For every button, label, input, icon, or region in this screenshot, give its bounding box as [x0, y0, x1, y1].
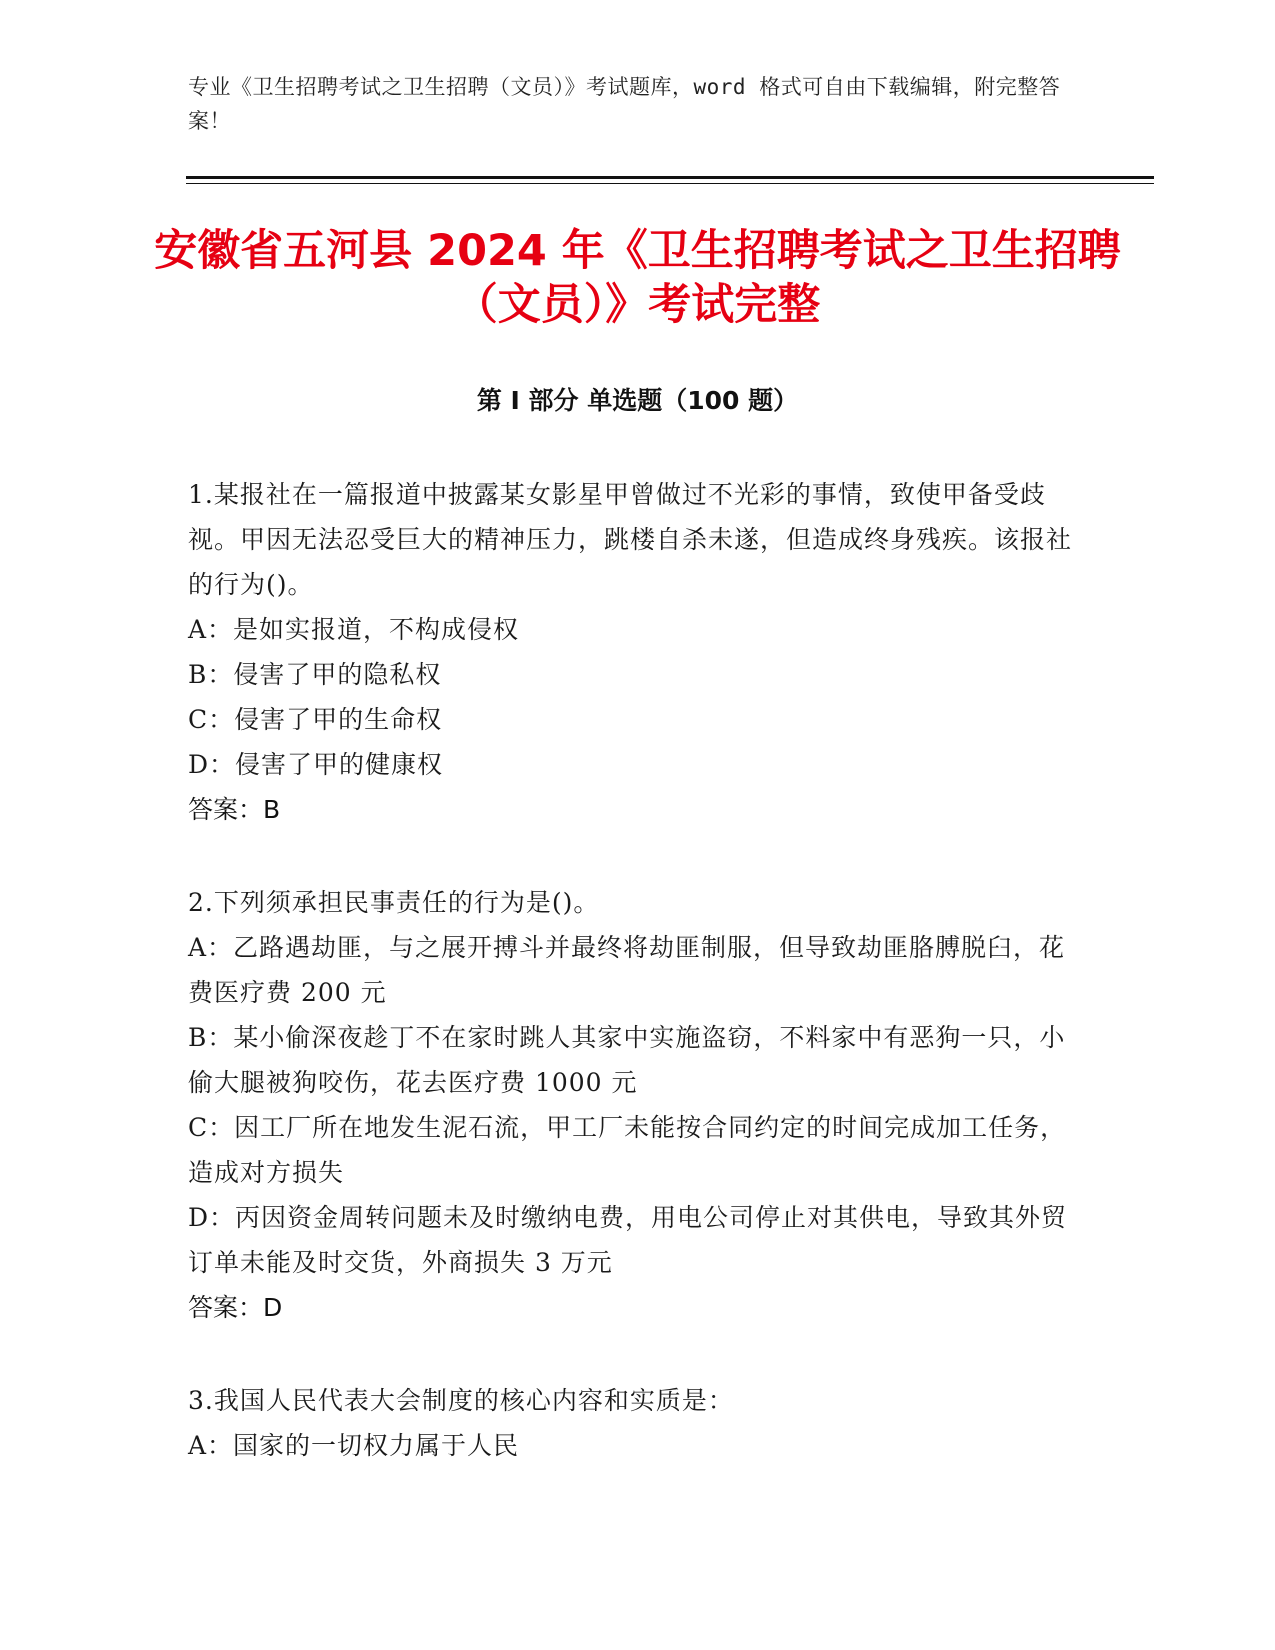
option-d: D：丙因资金周转问题未及时缴纳电费，用电公司停止对其供电，导致其外贸订单未能及时交货，外商损失 3 万元 [188, 1203, 1068, 1277]
question-stem: 1.某报社在一篇报道中披露某女影星甲曾做过不光彩的事情，致使甲备受歧视。甲因无法忍受巨大的精神压力，跳楼自杀未遂，但造成终身残疾。该报社的行为()。 [188, 480, 1073, 599]
option-c: C：因工厂所在地发生泥石流，甲工厂未能按合同约定的时间完成加工任务，造成对方损失 [188, 1113, 1067, 1187]
header-rule-thick [186, 176, 1154, 179]
header-note: 专业《卫生招聘考试之卫生招聘（文员）》考试题库，word 格式可自由下载编辑，附完整答案！ [188, 75, 1061, 133]
header-rule-thin [186, 183, 1154, 184]
option-d: D：侵害了甲的健康权 [188, 750, 444, 779]
option-a: A：是如实报道，不构成侵权 [188, 615, 520, 644]
answer: 答案：B [188, 795, 281, 824]
question-3 [188, 1378, 1073, 1468]
option-b: B：某小偷深夜趁丁不在家时跳人其家中实施盗窃，不料家中有恶狗一只，小偷大腿被狗咬伤，花去医疗费 1000 元 [188, 1023, 1066, 1097]
document-title: 安徽省五河县 2024 年《卫生招聘考试之卫生招聘（文员）》考试完整 [154, 226, 1121, 330]
option-a: A：乙路遇劫匪，与之展开搏斗并最终将劫匪制服，但导致劫匪胳膊脱臼，花费医疗费 200 元 [188, 933, 1066, 1007]
section-title: 第 I 部分 单选题（100 题） [476, 386, 799, 415]
question-1 [188, 472, 1073, 832]
question-stem: 2.下列须承担民事责任的行为是()。 [188, 888, 600, 917]
option-a: A：国家的一切权力属于人民 [188, 1431, 520, 1460]
option-c: C：侵害了甲的生命权 [188, 705, 443, 734]
option-b: B：侵害了甲的隐私权 [188, 660, 442, 689]
question-stem: 3.我国人民代表大会制度的核心内容和实质是： [188, 1386, 734, 1415]
answer: 答案：D [188, 1293, 283, 1322]
question-2 [188, 880, 1073, 1330]
question-list [188, 472, 1073, 1516]
